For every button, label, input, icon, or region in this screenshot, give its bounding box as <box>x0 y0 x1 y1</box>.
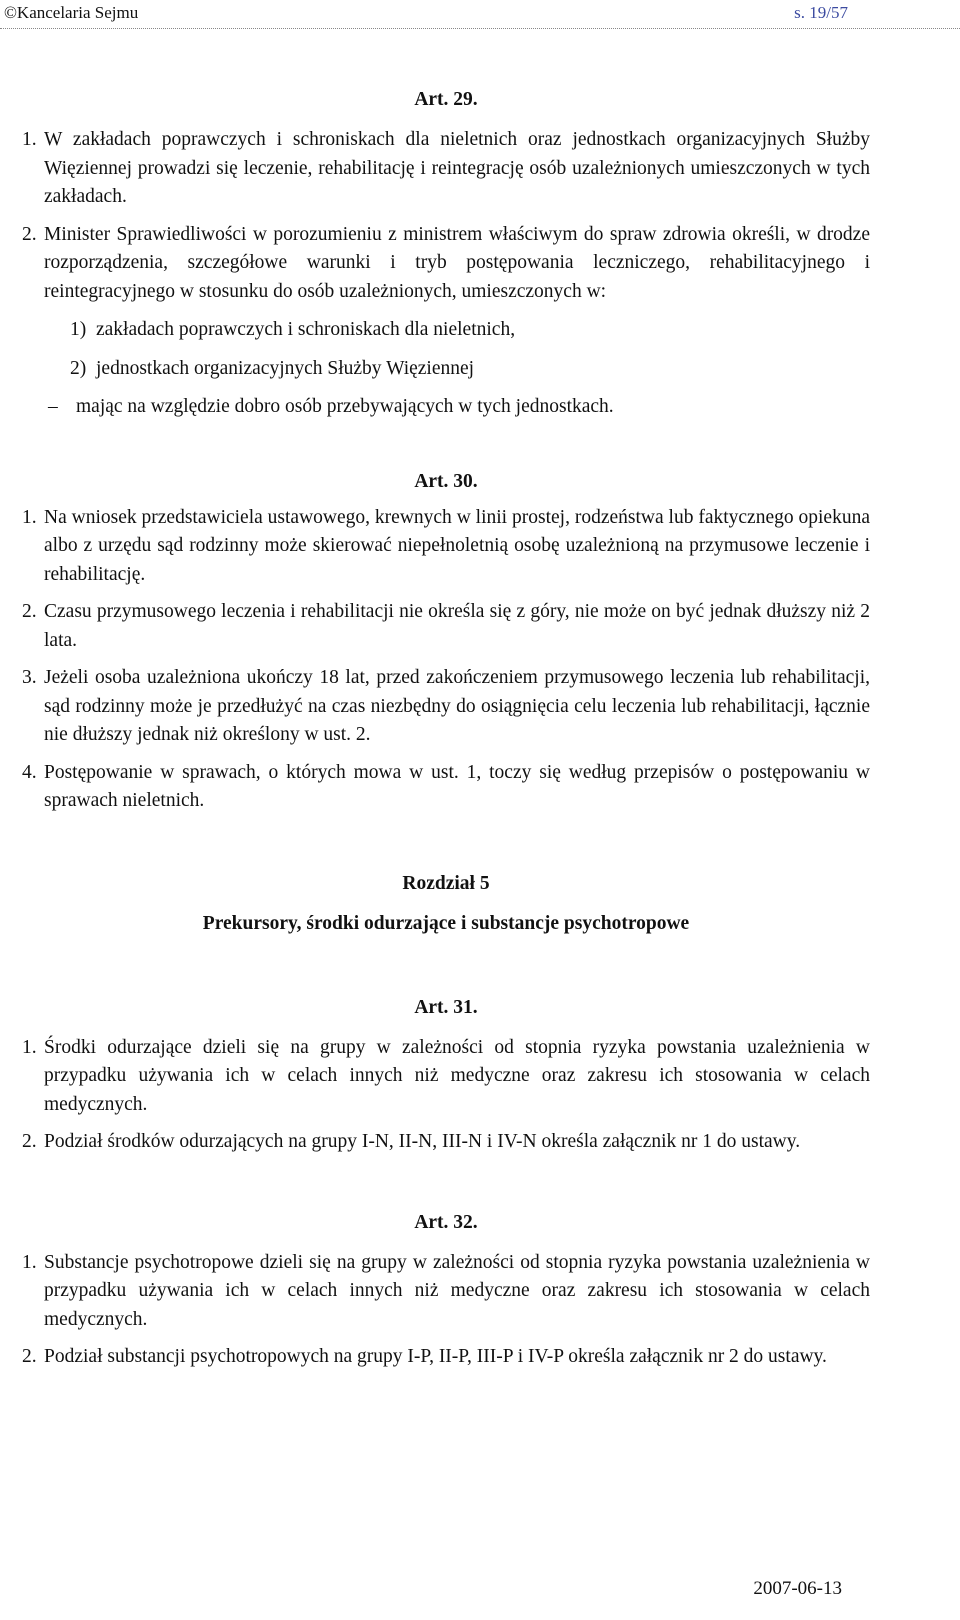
para-number: 4. <box>22 761 37 783</box>
dash-marker: – <box>48 396 58 417</box>
para-number: 2. <box>22 1131 37 1152</box>
item-text: jednostkach organizacyjnych Służby Więziennej <box>96 357 475 379</box>
chapter-subtitle: Prekursory, środki odurzające i substancje psychotropowe <box>202 912 690 934</box>
header-page-number: s. 19/57 <box>794 3 848 22</box>
item-number: 1) <box>70 319 87 340</box>
item-number: 2) <box>70 357 87 379</box>
article-29-title: Art. 29. <box>414 89 478 110</box>
para-text: Minister Sprawiedliwości w porozumieniu z ministrem właściwym do spraw zdrowia określi, w drodze rozporządzenia, szczegółowe warunki i tryb postępowania leczniczego, rehabilitacyjnego i reintegracyjnego w stosunku do osób uzależnionych, umieszczonych w: <box>44 223 870 302</box>
para-text: Na wniosek przedstawiciela ustawowego, krewnych w linii prostej, rodzeństwa lub faktycznego opiekuna albo z urzędu sąd rodzinny może skierować niepełnoletnią osobę uzależnioną na przymusowe leczenie i rehabilitację. <box>44 506 870 585</box>
article-31-title: Art. 31. <box>414 996 478 1018</box>
para-text: W zakładach poprawczych i schroniskach dla nieletnich oraz jednostkach organizacyjnych Służby Więziennej prowadzi się leczenie, rehabilitację i reintegrację osób uzależnionych umieszczonych w tych zakładach. <box>44 129 870 207</box>
para-number: 2. <box>22 601 37 622</box>
clause-text: mając na względzie dobro osób przebywających w tych jednostkach. <box>76 396 614 417</box>
chapter-title: Rozdział 5 <box>402 872 490 894</box>
document-body <box>22 80 870 1372</box>
article-30-para-3 <box>22 664 870 750</box>
para-text: Czasu przymusowego leczenia i rehabilitacji nie określa się z góry, nie może on być jednak dłuższy niż 2 lata. <box>44 601 870 651</box>
para-number: 1. <box>22 129 37 150</box>
article-29-closing-clause <box>22 393 870 422</box>
header-publisher: ©Kancelaria Sejmu <box>4 3 139 22</box>
article-31-para-2 <box>22 1128 870 1157</box>
page-header <box>0 0 960 30</box>
article-30-para-2 <box>22 598 870 655</box>
para-number: 1. <box>22 1251 37 1273</box>
article-32-para-2 <box>22 1343 870 1372</box>
para-number: 3. <box>22 667 37 688</box>
article-29-item-1 <box>22 316 870 345</box>
footer-date: 2007-06-13 <box>753 1578 842 1599</box>
item-text: zakładach poprawczych i schroniskach dla nieletnich, <box>96 319 516 340</box>
article-32-title: Art. 32. <box>414 1211 478 1233</box>
para-text: Jeżeli osoba uzależniona ukończy 18 lat, przed zakończeniem przymusowego leczenia lub rehabilitacji, sąd rodzinny może je przedłużyć na czas niezbędny do osiągnięcia celu leczenia lub rehabilitacji, łącznie nie dłuższy jednak niż określony w ust. 2. <box>44 667 870 745</box>
article-29-para-2 <box>22 221 870 307</box>
para-number: 1. <box>22 506 37 528</box>
para-number: 1. <box>22 1036 37 1058</box>
article-31-para-1 <box>22 1034 870 1120</box>
article-32-para-1 <box>22 1249 870 1335</box>
para-number: 2. <box>22 1346 37 1367</box>
para-text: Postępowanie w sprawach, o których mowa w ust. 1, toczy się według przepisów o postępowaniu w sprawach nieletnich. <box>44 761 870 811</box>
para-text: Środki odurzające dzieli się na grupy w zależności od stopnia ryzyka powstania uzależnienia w przypadku używania ich w celach innych niż medyczne oraz zakresu ich stosowania w celach medycznych. <box>44 1036 870 1115</box>
para-number: 2. <box>22 223 37 245</box>
article-30-para-4 <box>22 759 870 816</box>
article-29-item-2 <box>22 355 870 384</box>
article-30-para-1 <box>22 504 870 590</box>
para-text: Substancje psychotropowe dzieli się na grupy w zależności od stopnia ryzyka powstania uzależnienia w przypadku używania ich w celach innych niż medyczne oraz zakresu ich stosowania w celach medycznych. <box>44 1251 870 1330</box>
article-30-title: Art. 30. <box>414 470 478 492</box>
para-text: Podział substancji psychotropowych na grupy I-P, II-P, III-P i IV-P określa załącznik nr 2 do ustawy. <box>44 1346 827 1367</box>
article-29-para-1 <box>22 126 870 212</box>
header-divider <box>0 28 960 29</box>
para-text: Podział środków odurzających na grupy I-N, II-N, III-N i IV-N określa załącznik nr 1 do ustawy. <box>44 1131 801 1152</box>
